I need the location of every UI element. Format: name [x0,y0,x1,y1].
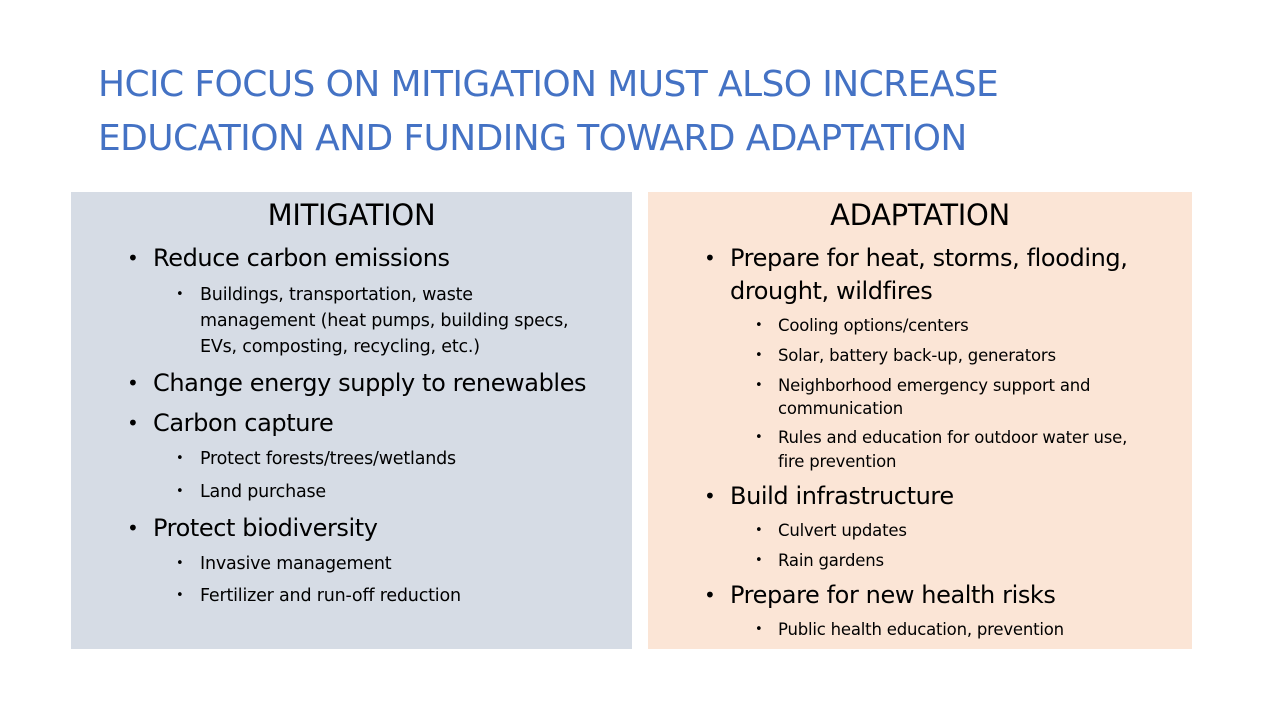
bullet-icon: • [176,451,184,466]
bullet-icon: • [176,484,184,499]
bullet-icon: • [704,484,716,508]
mitigation-heading: MITIGATION [267,198,436,232]
list-item [755,519,907,543]
list-item [176,446,456,472]
list-item-text: Solar, battery back-up, generators [778,346,1056,365]
list-item-text: Rain gardens [778,551,884,570]
list-item [755,314,969,338]
list-item-text: Carbon capture [153,409,334,437]
list-item [176,551,392,577]
bullet-icon: • [755,430,763,445]
slide-title-line-2: EDUCATION AND FUNDING TOWARD ADAPTATION [98,118,967,159]
list-item-text: Prepare for heat, storms, flooding, [730,244,1128,272]
bullet-icon: • [127,371,139,395]
list-item-text: management (heat pumps, building specs, [200,311,569,331]
list-item-text: Fertilizer and run-off reduction [200,586,461,606]
list-item-text: Cooling options/centers [778,316,969,335]
bullet-icon: • [755,523,763,538]
list-item-text: EVs, composting, recycling, etc.) [200,337,480,357]
list-item [755,549,884,573]
list-item [176,282,473,308]
list-item [755,344,1056,368]
list-item-continuation [200,308,568,334]
list-item [755,374,1091,398]
list-item-text: Protect biodiversity [153,514,378,542]
list-item [127,242,450,275]
list-item-text: fire prevention [778,452,897,471]
list-item-text: drought, wildfires [730,277,933,305]
bullet-icon: • [755,318,763,333]
list-item-continuation [778,397,903,421]
list-item [127,407,334,440]
list-item-text: Prepare for new health risks [730,581,1056,609]
list-item [127,367,587,400]
bullet-icon: • [755,378,763,393]
list-item-text: Rules and education for outdoor water use, [778,428,1128,447]
list-item-continuation [200,334,480,360]
list-item-text: Land purchase [200,482,326,502]
list-item-continuation [778,450,896,474]
adaptation-heading: ADAPTATION [830,198,1010,232]
list-item-text: Culvert updates [778,521,907,540]
bullet-icon: • [127,411,139,435]
list-item [704,579,1056,612]
slide-title [98,58,1198,166]
list-item [176,479,326,505]
list-item-text: Public health education, prevention [778,620,1064,639]
bullet-icon: • [127,516,139,540]
list-item-text: Invasive management [200,554,392,574]
bullet-icon: • [704,583,716,607]
list-item-text: Neighborhood emergency support and [778,376,1091,395]
list-item [704,242,1128,275]
adaptation-panel [648,192,1192,649]
list-item [176,583,461,609]
list-item-text: Protect forests/trees/wetlands [200,449,456,469]
list-item-text: Buildings, transportation, waste [200,285,473,305]
list-item-text: Change energy supply to renewables [153,369,587,397]
bullet-icon: • [704,246,716,270]
list-item [127,512,378,545]
bullet-icon: • [755,622,763,637]
bullet-icon: • [127,246,139,270]
list-item-text: communication [778,399,904,418]
bullet-icon: • [176,588,184,603]
slide-title-line-1: HCIC FOCUS ON MITIGATION MUST ALSO INCREASE [98,64,999,105]
bullet-icon: • [176,556,184,571]
list-item [755,426,1128,450]
bullet-icon: • [755,348,763,363]
list-item-continuation [730,275,932,308]
list-item [704,480,954,513]
list-item [755,618,1064,642]
mitigation-panel [71,192,632,649]
list-item-text: Reduce carbon emissions [153,244,450,272]
bullet-icon: • [176,287,184,302]
list-item-text: Build infrastructure [730,482,954,510]
bullet-icon: • [755,553,763,568]
